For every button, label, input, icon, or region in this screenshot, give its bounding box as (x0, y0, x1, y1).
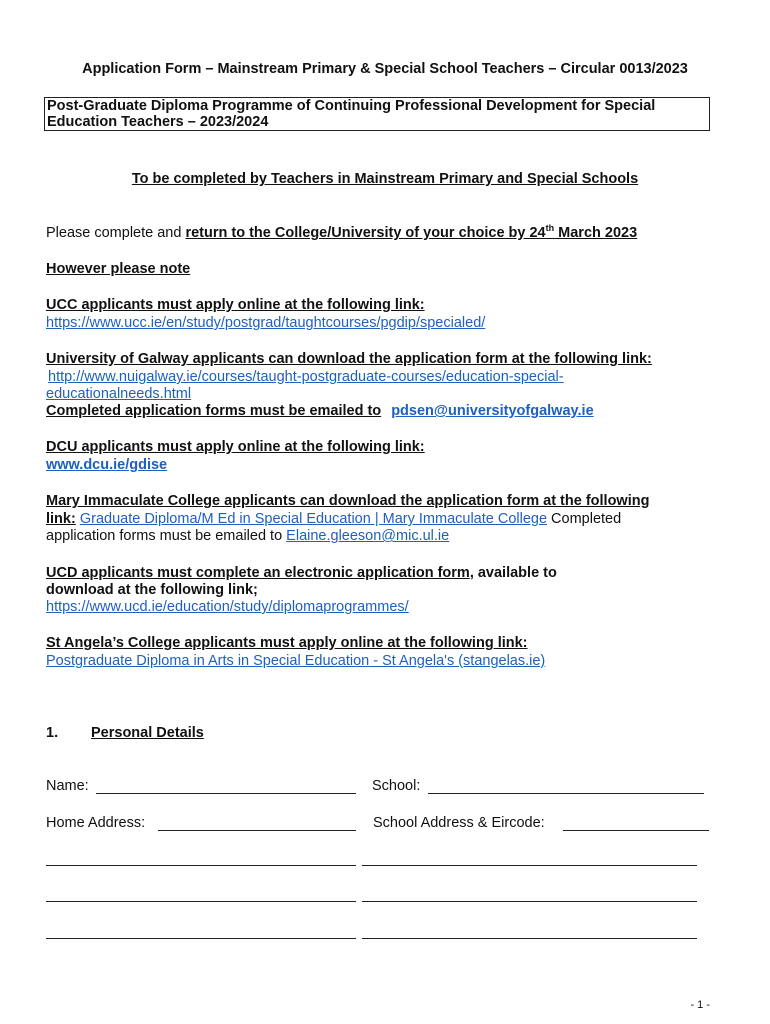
section-title: Personal Details (91, 725, 204, 741)
return-prefix: Please complete and (46, 225, 186, 241)
galway-heading: University of Galway applicants can download the application form at the following link: (46, 351, 652, 367)
galway-email-row (46, 402, 594, 420)
ucc-heading: UCC applicants must apply online at the following link: (46, 297, 425, 313)
return-emphasis: return to the College/University of your choice by 24th March 2023 (185, 223, 638, 241)
ucd-heading-line-1 (46, 564, 557, 582)
programme-line-2: Education Teachers – 2023/2024 (47, 114, 269, 130)
name-label: Name: (46, 778, 89, 794)
galway-email-link[interactable]: pdsen@universityofgalway.ie (391, 403, 594, 419)
ucd-heading-line-2: download at the following link; (46, 582, 258, 598)
stangelas-heading: St Angela’s College applicants must apply online at the following link: (46, 635, 528, 651)
school-address-line-2[interactable] (362, 865, 697, 866)
home-address-line-4[interactable] (46, 938, 356, 939)
mic-after-link: Completed (547, 511, 622, 527)
school-address-line-3[interactable] (362, 901, 697, 902)
mic-link-row (46, 510, 621, 528)
section-number: 1. (46, 725, 59, 741)
dcu-heading: DCU applicants must apply online at the following link: (46, 439, 425, 455)
school-address-line-4[interactable] (362, 938, 697, 939)
ucd-heading-rest: , available to (469, 565, 557, 581)
ucc-link[interactable]: https://www.ucc.ie/en/study/postgrad/taughtcourses/pgdip/specialed/ (46, 315, 486, 331)
programme-line-1: Post-Graduate Diploma Programme of Continuing Professional Development for Special (47, 98, 656, 114)
school-address-field-line[interactable] (563, 830, 709, 831)
mic-link[interactable]: Graduate Diploma/M Ed in Special Education | Mary Immaculate College (79, 511, 548, 527)
programme-box (44, 97, 710, 131)
home-address-field-line[interactable] (158, 830, 356, 831)
name-field-line[interactable] (96, 793, 356, 794)
ucd-heading-underlined: UCD applicants must complete an electronic application form (46, 565, 470, 581)
mic-heading-line-1: Mary Immaculate College applicants can download the application form at the following (46, 493, 650, 509)
mic-heading-line-2: link: (46, 511, 76, 527)
home-address-line-3[interactable] (46, 901, 356, 902)
home-address-line-2[interactable] (46, 865, 356, 866)
home-address-label: Home Address: (46, 815, 146, 831)
return-instruction (46, 224, 637, 242)
school-field-line[interactable] (428, 793, 704, 794)
mic-email-label: application forms must be emailed to (46, 528, 287, 544)
return-sup: th (545, 223, 555, 234)
form-title: Application Form – Mainstream Primary & Special School Teachers – Circular 0013/2023 (82, 61, 688, 77)
galway-email-label: Completed application forms must be emailed to (46, 403, 382, 419)
dcu-link[interactable]: www.dcu.ie/gdise (46, 457, 168, 473)
audience-heading: To be completed by Teachers in Mainstream Primary and Special Schools (131, 171, 639, 187)
galway-link-line-2[interactable]: educationalneeds.html (46, 386, 192, 402)
mic-email-row (46, 527, 449, 545)
school-address-label: School Address & Eircode: (373, 815, 545, 831)
mic-email-link[interactable]: Elaine.gleeson@mic.ul.ie (286, 528, 450, 544)
note-heading: However please note (46, 261, 191, 277)
page-number: - 1 - (690, 999, 710, 1011)
school-label: School: (372, 778, 421, 794)
stangelas-link[interactable]: Postgraduate Diploma in Arts in Special Education - St Angela's (stangelas.ie) (46, 653, 546, 669)
galway-link-line-1[interactable]: http://www.nuigalway.ie/courses/taught-postgraduate-courses/education-special- (48, 369, 564, 385)
ucd-link[interactable]: https://www.ucd.ie/education/study/diplomaprogrammes/ (46, 599, 409, 615)
